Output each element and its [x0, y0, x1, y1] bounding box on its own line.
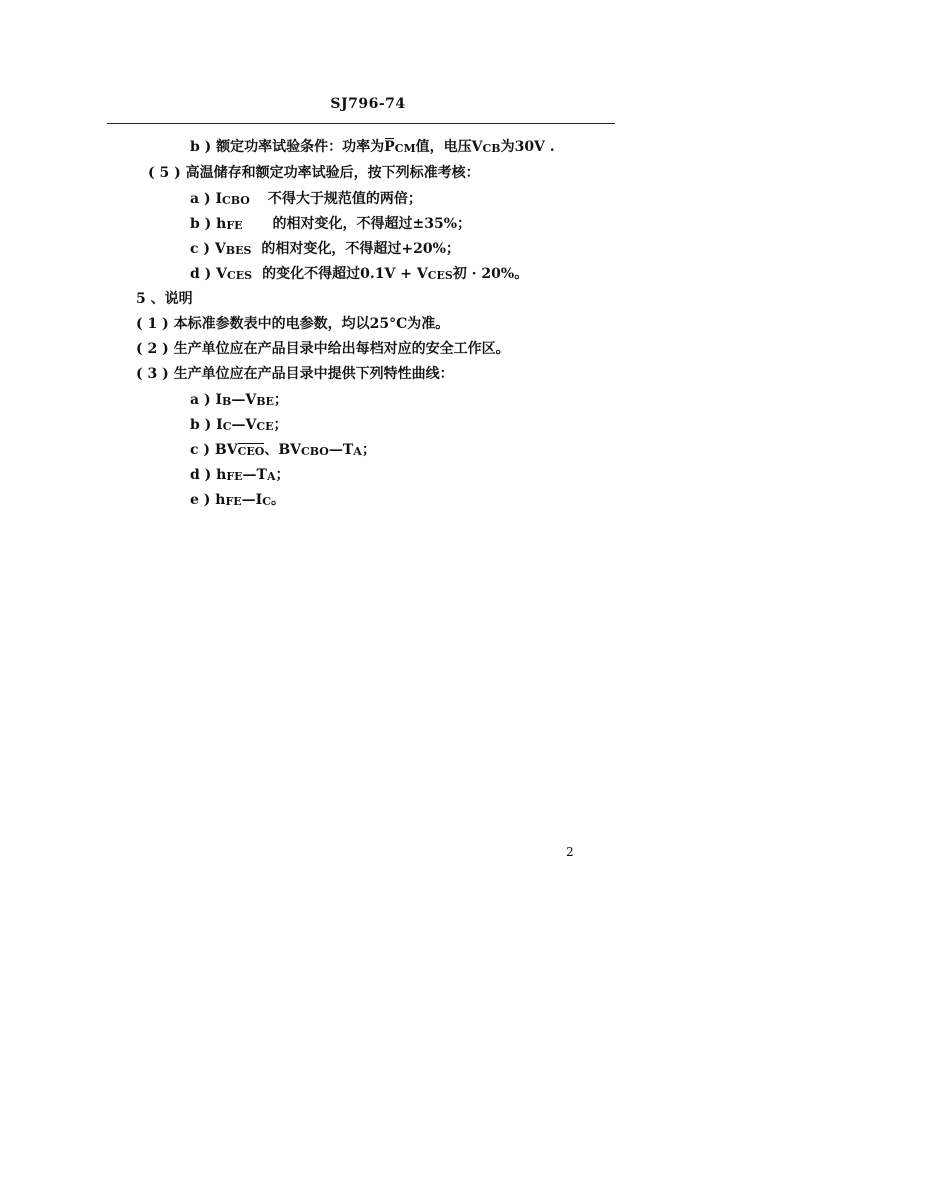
vbes-subscript: BES — [225, 244, 252, 257]
curve-e-mid: —I — [241, 492, 263, 508]
ceo-overbar — [238, 443, 265, 444]
line-curve-a — [190, 390, 288, 412]
vces-tail: 初 · 20%。 — [452, 266, 529, 282]
vces-desc: 的变化不得超过0.1V + V — [262, 266, 428, 282]
vces-subscript-2: CES — [427, 269, 453, 282]
line-curve-c — [190, 440, 376, 462]
rated-mid: 值，电压V — [415, 139, 483, 155]
curve-b-sub-1: C — [222, 420, 232, 433]
line-note-1: ( 1 ) 本标准参数表中的电参数，均以25°C为准。 — [136, 316, 450, 332]
line-note-2: ( 2 ) 生产单位应在产品目录中给出每档对应的安全工作区。 — [136, 341, 510, 357]
curve-d-prefix: d ) h — [190, 467, 227, 483]
header-rule — [107, 123, 615, 124]
curve-a-sub-1: B — [222, 395, 232, 408]
p-subscript: CM — [394, 142, 416, 155]
curve-b-prefix: b ) I — [190, 417, 223, 433]
rated-suffix: 为30V . — [500, 139, 555, 155]
curve-e-sub-1: FE — [225, 495, 242, 508]
line-hfe — [190, 214, 471, 236]
rated-prefix: b ) 额定功率试验条件：功率为 — [190, 139, 385, 155]
line-icbo — [190, 189, 422, 211]
curve-d-tail: ； — [275, 467, 290, 483]
vbes-desc: 的相对变化，不得超过+20%； — [261, 241, 460, 257]
curve-a-mid: —V — [231, 392, 257, 408]
curve-c-prefix: c ) BV — [190, 442, 238, 458]
line-vces — [190, 264, 528, 286]
icbo-desc: 不得大于规范值的两倍； — [267, 191, 422, 207]
v-cb-subscript: CB — [482, 142, 501, 155]
curve-b-mid: —V — [231, 417, 257, 433]
line-curve-e — [190, 490, 285, 512]
hfe-desc: 的相对变化，不得超过±35%； — [272, 216, 472, 232]
curve-c-mid-2: —T — [328, 442, 354, 458]
p-cm-symbol — [384, 137, 395, 157]
line-vbes — [190, 239, 460, 261]
curve-a-prefix: a ) I — [190, 392, 222, 408]
curve-a-sub-2: BE — [256, 395, 274, 408]
line-curve-b — [190, 415, 288, 437]
page-header-code: SJ796-74 — [330, 96, 406, 112]
vbes-prefix: c ) V — [190, 241, 226, 257]
curve-d-sub-1: FE — [226, 470, 243, 483]
curve-b-sub-2: CE — [256, 420, 274, 433]
curve-c-sub-3: A — [353, 445, 362, 458]
curve-c-sub-1: CEO — [237, 445, 265, 458]
curve-e-prefix: e ) h — [190, 492, 226, 508]
curve-e-sub-2: C — [262, 495, 271, 508]
line-rated-power-condition — [190, 137, 555, 159]
page-number: 2 — [566, 845, 574, 859]
p-letter: P — [384, 139, 395, 155]
curve-c-mid: 、BV — [264, 442, 302, 458]
hfe-prefix: b ) h — [190, 216, 227, 232]
curve-a-tail: ； — [273, 392, 288, 408]
curve-e-tail: 。 — [271, 492, 285, 508]
line-note-3: ( 3 ) 生产单位应在产品目录中提供下列特性曲线： — [136, 366, 454, 382]
vces-subscript: CES — [227, 269, 253, 282]
hfe-subscript: FE — [226, 219, 243, 232]
curve-c-sub-2: CBO — [301, 445, 329, 458]
icbo-prefix: a ) I — [190, 191, 222, 207]
curve-c-ceo-symbol — [238, 442, 265, 462]
curve-d-sub-2: A — [266, 470, 276, 483]
curve-d-mid: —T — [242, 467, 267, 483]
curve-c-tail: ； — [361, 442, 376, 458]
p-overbar — [385, 138, 394, 139]
line-curve-d — [190, 465, 290, 487]
vces-prefix: d ) V — [190, 266, 228, 282]
icbo-subscript: CBO — [222, 194, 250, 207]
section-5-heading: 5 、说明 — [136, 291, 193, 307]
curve-b-tail: ； — [273, 417, 288, 433]
line-item-5: ( 5 ) 高温储存和额定功率试验后，按下列标准考核： — [148, 165, 480, 181]
